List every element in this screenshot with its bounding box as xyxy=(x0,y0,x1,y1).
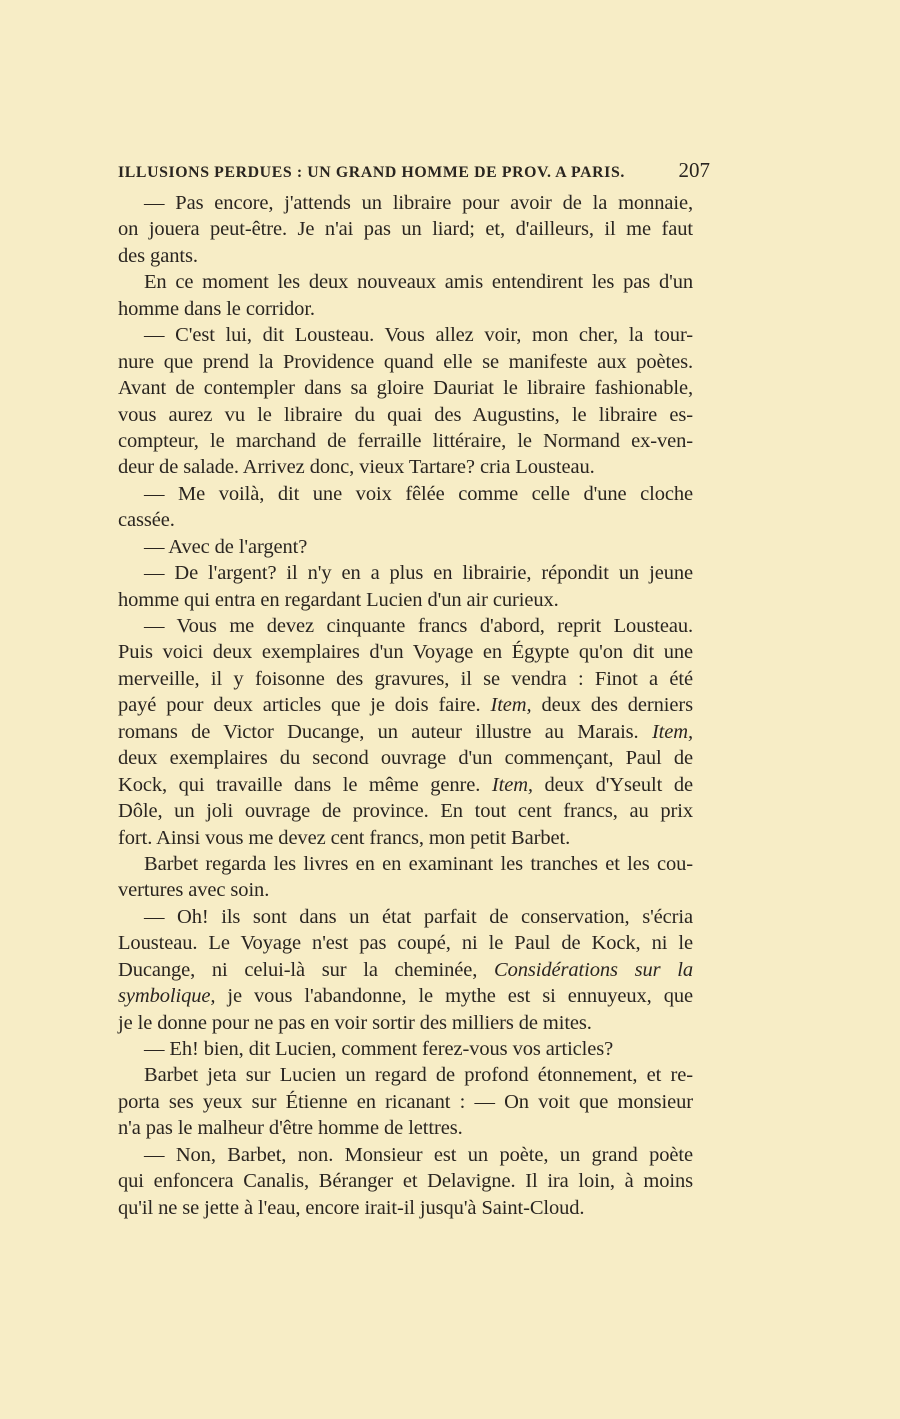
text-segment: Puis voici deux exemplaires d'un Voyage en Égypte qu'on dit une xyxy=(118,641,693,664)
text-segment: Avant de contempler dans sa gloire Dauriat le libraire fashionable, xyxy=(118,377,693,400)
text-segment: Kock, qui travaille dans le même genre. xyxy=(118,773,492,796)
text-line xyxy=(118,243,693,269)
text-segment: romans de Victor Ducange, un auteur illustre au Marais. xyxy=(118,720,652,743)
text-segment: je vous l'abandonne, le mythe est si ennuyeux, que xyxy=(215,985,693,1008)
text-line xyxy=(118,772,693,798)
text-segment: n'a pas le malheur d'être homme de lettres. xyxy=(118,1117,463,1140)
text-line xyxy=(118,798,693,824)
text-segment: — Avec de l'argent? xyxy=(144,535,308,558)
text-line xyxy=(118,269,693,295)
text-segment: — Eh! bien, dit Lucien, comment ferez-vous vos articles? xyxy=(144,1038,614,1060)
text-segment: deux des derniers xyxy=(531,694,694,717)
text-line xyxy=(118,349,693,375)
italic-text: symbolique, xyxy=(118,985,216,1008)
italic-text: Item, xyxy=(491,773,533,796)
text-segment: fort. Ainsi vous me devez cent francs, mon petit Barbet. xyxy=(118,826,571,849)
text-line xyxy=(118,904,693,930)
text-line xyxy=(118,375,693,401)
text-line xyxy=(118,1089,693,1115)
text-line xyxy=(118,1115,693,1141)
text-segment: — Pas encore, j'attends un libraire pour avoir de la monnaie, xyxy=(144,192,693,214)
page-body-text xyxy=(118,190,693,1221)
text-segment: — Oh! ils sont dans un état parfait de conservation, s'écria xyxy=(144,905,693,928)
text-segment: vertures avec soin. xyxy=(118,879,270,902)
text-line xyxy=(118,957,693,983)
text-line xyxy=(118,481,693,507)
text-line xyxy=(118,190,693,216)
text-segment: Lousteau. Le Voyage n'est pas coupé, ni le Paul de Kock, ni le xyxy=(118,932,693,955)
text-line xyxy=(118,507,693,533)
text-segment: — C'est lui, dit Lousteau. Vous allez voir, mon cher, la tour- xyxy=(144,324,693,347)
text-segment: homme dans le corridor. xyxy=(118,297,315,320)
text-line xyxy=(118,1010,693,1036)
text-line xyxy=(118,613,693,639)
text-segment: qui enfoncera Canalis, Béranger et Delavigne. Il ira loin, à moins xyxy=(118,1170,693,1193)
text-segment: merveille, il y foisonne des gravures, il se vendra : Finot a été xyxy=(118,667,693,690)
text-segment: je le donne pour ne pas en voir sortir des milliers de mites. xyxy=(118,1011,592,1034)
text-line xyxy=(118,322,693,348)
text-segment: vous aurez vu le libraire du quai des Augustins, le libraire es- xyxy=(118,403,693,426)
text-line xyxy=(118,851,693,877)
text-segment: porta ses yeux sur Étienne en ricanant : — On voit que monsieur xyxy=(118,1090,693,1113)
italic-text: Item, xyxy=(490,694,532,717)
text-segment: deux d'Yseult de xyxy=(532,773,693,796)
text-segment: — Vous me devez cinquante francs d'abord, reprit Lousteau. xyxy=(144,615,693,637)
text-line xyxy=(118,1195,693,1221)
text-segment: qu'il ne se jette à l'eau, encore irait-il jusqu'à Saint-Cloud. xyxy=(118,1196,585,1219)
text-segment: compteur, le marchand de ferraille littéraire, le Normand ex-ven- xyxy=(118,429,693,452)
text-line xyxy=(118,639,693,665)
text-segment: on jouera peut-être. Je n'ai pas un liard; et, d'ailleurs, il me faut xyxy=(118,218,693,241)
italic-text: Item, xyxy=(651,720,693,743)
text-line xyxy=(118,745,693,771)
running-title: ILLUSIONS PERDUES : UN GRAND HOMME DE PROV. A PARIS. xyxy=(118,164,625,181)
running-header xyxy=(118,158,710,183)
text-line xyxy=(118,666,693,692)
text-segment: En ce moment les deux nouveaux amis entendirent les pas d'un xyxy=(144,271,693,294)
page-number: 207 xyxy=(678,158,710,182)
text-segment: homme qui entra en regardant Lucien d'un air curieux. xyxy=(118,588,559,611)
text-line xyxy=(118,216,693,242)
text-segment: — De l'argent? il n'y en a plus en librairie, répondit un jeune xyxy=(144,562,693,585)
italic-text: Considérations sur la xyxy=(494,958,693,981)
text-segment: cassée. xyxy=(118,509,175,532)
text-line xyxy=(118,983,693,1009)
text-segment: deux exemplaires du second ouvrage d'un commençant, Paul de xyxy=(118,747,693,770)
text-line xyxy=(118,1168,693,1194)
text-line xyxy=(118,1036,693,1062)
text-segment: Ducange, ni celui-là sur la cheminée, xyxy=(118,958,495,981)
text-segment: — Me voilà, dit une voix fêlée comme celle d'une cloche xyxy=(144,482,693,505)
text-line xyxy=(118,692,693,718)
text-segment: Barbet regarda les livres en en examinant les tranches et les cou- xyxy=(144,852,693,875)
text-line xyxy=(118,825,693,851)
text-line xyxy=(118,1062,693,1088)
text-line xyxy=(118,587,693,613)
text-line xyxy=(118,877,693,903)
text-segment: payé pour deux articles que je dois faire. xyxy=(118,694,491,717)
text-line xyxy=(118,560,693,586)
text-segment: nure que prend la Providence quand elle se manifeste aux poètes. xyxy=(118,350,693,373)
text-line xyxy=(118,428,693,454)
text-line xyxy=(118,534,693,560)
text-segment: deur de salade. Arrivez donc, vieux Tartare? cria Lousteau. xyxy=(118,456,595,479)
text-line xyxy=(118,402,693,428)
text-segment: Dôle, un joli ouvrage de province. En tout cent francs, au prix xyxy=(118,800,693,823)
text-segment: Barbet jeta sur Lucien un regard de profond étonnement, et re- xyxy=(144,1064,693,1087)
text-line xyxy=(118,930,693,956)
text-line xyxy=(118,719,693,745)
text-segment: des gants. xyxy=(118,244,198,267)
text-line xyxy=(118,296,693,322)
text-line xyxy=(118,1142,693,1168)
text-segment: — Non, Barbet, non. Monsieur est un poète, un grand poète xyxy=(144,1143,693,1166)
text-line xyxy=(118,454,693,480)
